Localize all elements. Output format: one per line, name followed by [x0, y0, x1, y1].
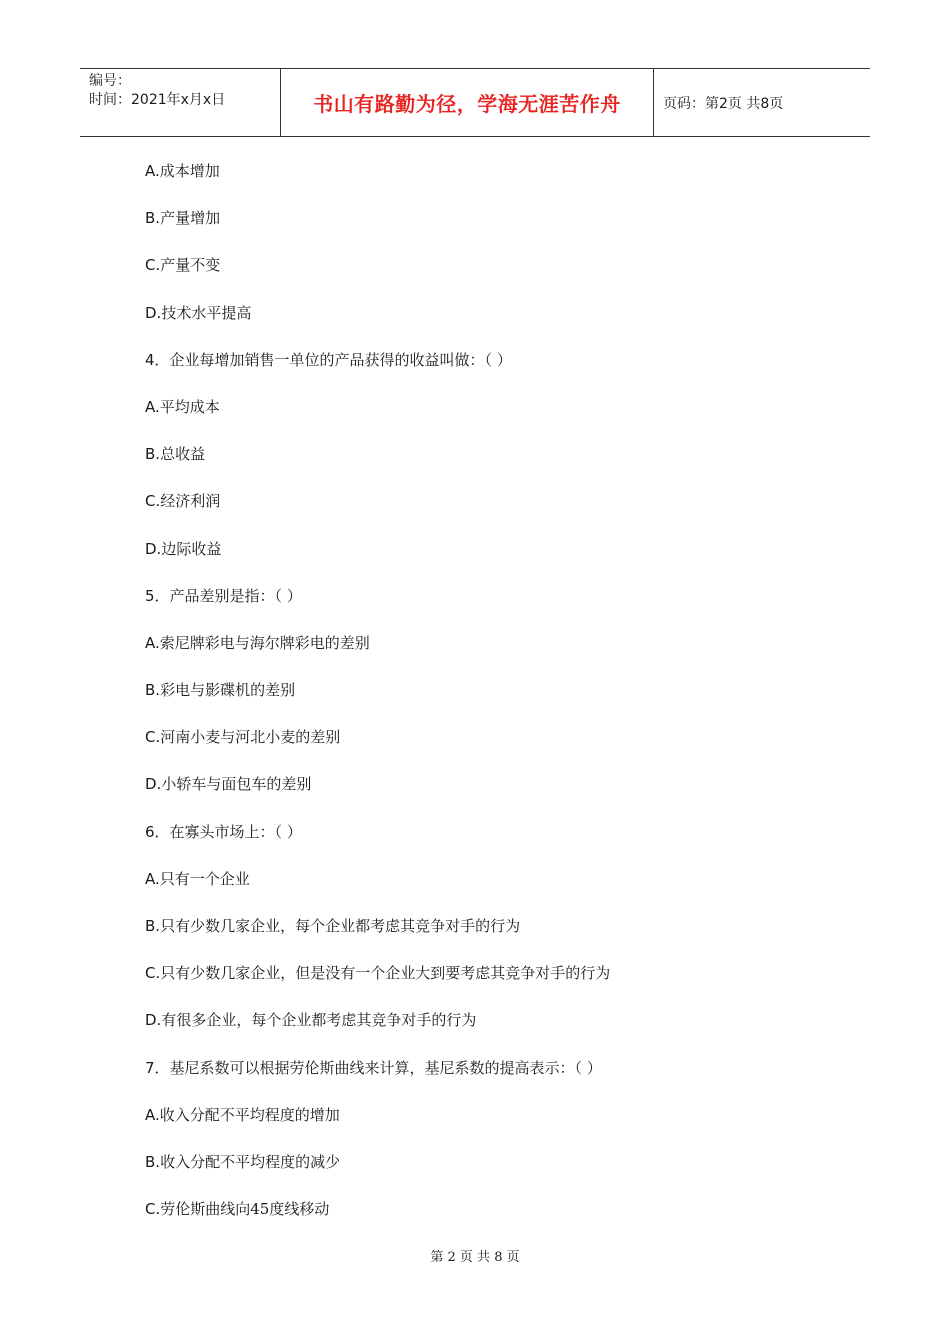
- question-stem: [145, 583, 865, 630]
- item-text: 只有一个企业: [159, 869, 250, 888]
- item-text: 基尼系数可以根据劳伦斯曲线来计算，基尼系数的提高表示：（ ）: [169, 1058, 602, 1077]
- item-marker: D.: [145, 775, 162, 794]
- item-text: 索尼牌彩电与海尔牌彩电的差别: [159, 633, 370, 652]
- answer-option: [145, 1007, 865, 1054]
- answer-option: [145, 960, 865, 1007]
- item-marker: B.: [145, 445, 161, 464]
- question-list: [145, 158, 865, 1243]
- answer-option: [145, 771, 865, 818]
- answer-option: [145, 252, 865, 299]
- answer-option: [145, 394, 865, 441]
- item-text: 产品差别是指：（ ）: [169, 586, 302, 605]
- item-marker: C.: [145, 1200, 161, 1219]
- item-marker: B.: [145, 681, 161, 700]
- item-marker: C.: [145, 492, 161, 511]
- item-marker: 4．: [145, 350, 170, 369]
- answer-option: [145, 724, 865, 771]
- answer-option: [145, 488, 865, 535]
- item-marker: D.: [145, 303, 162, 322]
- item-text: 平均成本: [159, 397, 220, 416]
- item-marker: 7．: [145, 1058, 170, 1077]
- answer-option: [145, 1196, 865, 1243]
- item-marker: C.: [145, 728, 161, 747]
- header-page-info: 页码：第2页 共8页: [663, 95, 784, 112]
- item-text: 有很多企业，每个企业都考虑其竞争对手的行为: [161, 1011, 477, 1030]
- item-marker: C.: [145, 256, 161, 275]
- item-marker: 6．: [145, 822, 170, 841]
- item-text: 小轿车与面包车的差别: [161, 775, 312, 794]
- item-text: 在寡头市场上：（ ）: [169, 822, 302, 841]
- item-marker: A.: [145, 633, 160, 652]
- item-text: 产量增加: [160, 209, 221, 228]
- page-footer: 第 2 页 共 8 页: [430, 1250, 520, 1265]
- answer-option: [145, 441, 865, 488]
- item-text: 总收益: [160, 445, 206, 464]
- item-marker: 5．: [145, 586, 170, 605]
- answer-option: [145, 677, 865, 724]
- item-marker: B.: [145, 209, 161, 228]
- item-text: 河南小麦与河北小麦的差别: [160, 728, 341, 747]
- question-stem: [145, 347, 865, 394]
- answer-option: [145, 913, 865, 960]
- answer-option: [145, 158, 865, 205]
- item-marker: A.: [145, 397, 160, 416]
- item-marker: A.: [145, 869, 160, 888]
- item-marker: A.: [145, 162, 160, 180]
- answer-option: [145, 536, 865, 583]
- item-marker: D.: [145, 1011, 162, 1030]
- header-meta: [80, 69, 281, 136]
- answer-option: [145, 866, 865, 913]
- item-text: 收入分配不平均程度的减少: [160, 1152, 341, 1171]
- item-text: 只有少数几家企业，每个企业都考虑其竞争对手的行为: [160, 917, 521, 935]
- question-stem: [145, 819, 865, 866]
- item-marker: B.: [145, 917, 161, 935]
- item-text: 劳伦斯曲线向45度线移动: [160, 1200, 330, 1219]
- item-marker: B.: [145, 1152, 161, 1171]
- item-marker: A.: [145, 1105, 160, 1124]
- answer-option: [145, 630, 865, 677]
- item-text: 经济利润: [160, 492, 221, 511]
- item-text: 产量不变: [160, 256, 221, 275]
- header-motto: 书山有路勤为径，学海无涯苦作舟: [281, 69, 654, 136]
- item-text: 企业每增加销售一单位的产品获得的收益叫做：（ ）: [169, 350, 512, 369]
- item-marker: C.: [145, 964, 161, 983]
- answer-option: [145, 205, 865, 252]
- time-label: 时间：2021年x月x日: [89, 92, 226, 108]
- answer-option: [145, 1149, 865, 1196]
- question-stem: [145, 1055, 865, 1102]
- answer-option: [145, 1102, 865, 1149]
- item-text: 成本增加: [159, 162, 220, 180]
- item-text: 只有少数几家企业，但是没有一个企业大到要考虑其竞争对手的行为: [160, 964, 611, 983]
- item-text: 技术水平提高: [161, 303, 252, 322]
- answer-option: [145, 300, 865, 347]
- item-text: 边际收益: [161, 539, 222, 558]
- item-marker: D.: [145, 539, 162, 558]
- serial-label: 编号：: [89, 73, 131, 89]
- item-text: 彩电与影碟机的差别: [160, 681, 296, 700]
- page-header: [80, 68, 870, 137]
- item-text: 收入分配不平均程度的增加: [159, 1105, 340, 1124]
